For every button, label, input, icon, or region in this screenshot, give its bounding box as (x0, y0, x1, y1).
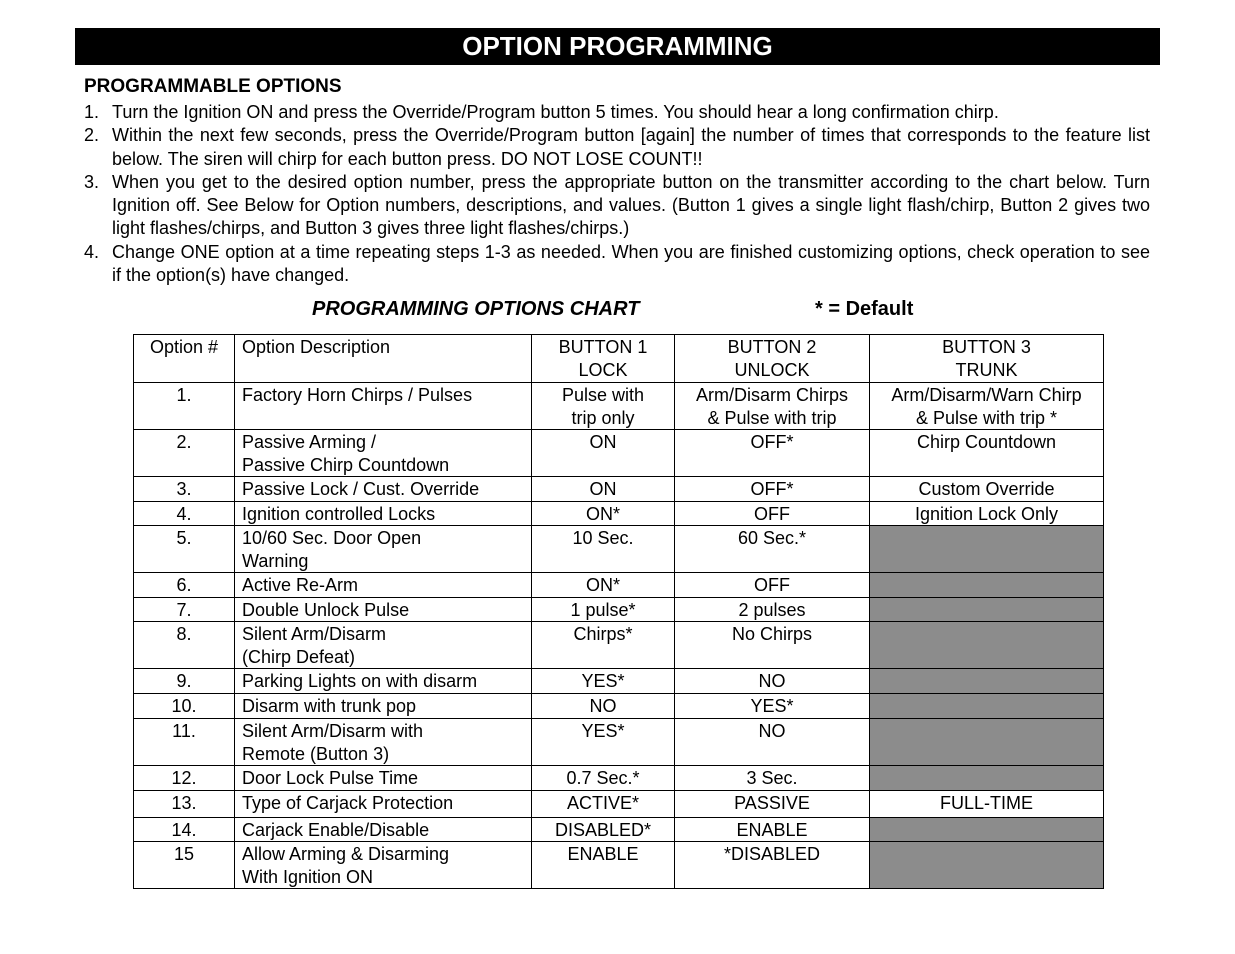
cell-text: Chirps* (573, 624, 633, 644)
button-2-value-cell (675, 719, 870, 766)
button-2-value-cell (675, 597, 870, 622)
cell-text: Silent Arm/Disarm (242, 624, 387, 644)
button-3-unavailable-cell (870, 597, 1104, 622)
cell-text: Carjack Enable/Disable (242, 819, 430, 840)
step-text: Turn the Ignition ON and press the Override/Program button 5 times. You should hear a long confirmation chirp. (112, 102, 999, 122)
table-row (134, 842, 1104, 889)
button-3-unavailable-cell (870, 622, 1104, 669)
button-2-value-cell (675, 694, 870, 719)
button-1-value-cell (532, 694, 675, 719)
button-2-value-cell (675, 817, 870, 842)
chart-title: PROGRAMMING OPTIONS CHART (312, 298, 640, 320)
cell-text: NO (589, 696, 617, 716)
button-1-value-cell (532, 597, 675, 622)
option-number-cell (134, 622, 235, 669)
cell-text: Ignition Lock Only (914, 503, 1059, 524)
cell-text: UNLOCK (734, 359, 810, 380)
button-2-value-cell (675, 669, 870, 694)
cell-text: PASSIVE (734, 792, 810, 813)
button-3-value-cell (870, 383, 1104, 430)
option-number-cell (134, 817, 235, 842)
cell-text: Option Description (242, 337, 391, 357)
option-description-cell (235, 622, 532, 669)
cell-text: 60 Sec.* (737, 528, 807, 548)
option-description-cell (235, 501, 532, 526)
cell-text: YES* (750, 696, 794, 716)
option-description-cell (235, 383, 532, 430)
button-1-value-cell (532, 477, 675, 502)
option-description-cell (235, 790, 532, 817)
header-button-1 (532, 335, 675, 383)
cell-text: Custom Override (918, 479, 1055, 499)
header-button-3 (870, 335, 1104, 383)
page-title-banner (75, 28, 1160, 65)
option-number-cell (134, 383, 235, 430)
option-number-cell (134, 526, 235, 573)
option-number-cell (134, 790, 235, 817)
button-1-value-cell (532, 669, 675, 694)
cell-text: ACTIVE* (566, 792, 640, 813)
button-1-value-cell (532, 526, 675, 573)
button-2-value-cell (675, 790, 870, 817)
cell-text: 14. (171, 819, 197, 840)
cell-text: trip only (571, 407, 635, 428)
header-option-number (134, 335, 235, 383)
option-description-cell (235, 597, 532, 622)
option-description-cell (235, 526, 532, 573)
option-number-cell (134, 766, 235, 791)
cell-text: Factory Horn Chirps / Pulses (242, 385, 473, 405)
table-row (134, 622, 1104, 669)
option-description-cell (235, 766, 532, 791)
step-4 (84, 241, 1150, 288)
table-row (134, 573, 1104, 598)
cell-text: Door Lock Pulse Time (242, 768, 419, 788)
programming-options-table (133, 334, 1104, 889)
option-description-cell (235, 842, 532, 889)
button-1-value-cell (532, 430, 675, 477)
cell-text: 10 Sec. (572, 528, 634, 548)
option-number-cell (134, 597, 235, 622)
cell-text: Double Unlock Pulse (242, 599, 410, 620)
cell-text: TRUNK (955, 359, 1018, 380)
option-description-cell (235, 719, 532, 766)
cell-text: 11. (172, 721, 196, 741)
button-2-value-cell (675, 766, 870, 791)
cell-text: 4. (176, 503, 192, 524)
button-1-value-cell (532, 622, 675, 669)
option-description-cell (235, 573, 532, 598)
button-2-value-cell (675, 430, 870, 477)
cell-text: 12. (171, 768, 197, 788)
cell-text: Chirp Countdown (916, 432, 1057, 452)
step-2 (84, 124, 1150, 171)
button-1-value-cell (532, 842, 675, 889)
cell-text: ENABLE (736, 819, 808, 840)
cell-text: Allow Arming & Disarming (242, 844, 450, 864)
cell-text: YES* (581, 671, 625, 691)
button-3-unavailable-cell (870, 719, 1104, 766)
cell-text: Passive Arming / (242, 432, 377, 452)
button-3-unavailable-cell (870, 817, 1104, 842)
table-row (134, 597, 1104, 622)
button-2-value-cell (675, 526, 870, 573)
table-row (134, 766, 1104, 791)
option-number-cell (134, 719, 235, 766)
step-number: 3. (84, 171, 100, 192)
cell-text: 3 Sec. (746, 768, 798, 788)
cell-text: Ignition controlled Locks (242, 503, 436, 524)
option-number-cell (134, 477, 235, 502)
button-1-value-cell (532, 719, 675, 766)
table-row (134, 526, 1104, 573)
section-heading: PROGRAMMABLE OPTIONS (84, 76, 342, 97)
cell-text: No Chirps (731, 624, 813, 644)
step-text: When you get to the desired option number, press the appropriate button on the transmitter according to the chart below. Turn Ignition off. See Below for Option numbers, descriptions, and values. (Button 1 gives a single light flash/chirp, Button 2 gives two light flashes/chirps, and Button 3 gives three light flashes/chirps.) (112, 171, 1150, 239)
cell-text: 13. (171, 792, 197, 813)
cell-text: ON (589, 479, 617, 499)
cell-text: BUTTON 3 (942, 337, 1031, 357)
table-row (134, 430, 1104, 477)
cell-text: YES* (581, 721, 625, 741)
button-1-value-cell (532, 383, 675, 430)
cell-text: With Ignition ON (242, 866, 374, 887)
header-option-description (235, 335, 532, 383)
cell-text: 10. (171, 696, 197, 716)
instruction-steps (84, 101, 1150, 287)
button-1-value-cell (532, 766, 675, 791)
button-3-unavailable-cell (870, 694, 1104, 719)
cell-text: Active Re-Arm (242, 575, 359, 595)
cell-text: Passive Chirp Countdown (242, 454, 450, 475)
cell-text: *DISABLED (723, 844, 821, 864)
cell-text: Warning (242, 550, 309, 571)
cell-text: & Pulse with trip (707, 407, 837, 428)
step-number: 1. (84, 102, 100, 122)
option-number-cell (134, 694, 235, 719)
option-number-cell (134, 501, 235, 526)
option-number-cell (134, 669, 235, 694)
option-description-cell (235, 817, 532, 842)
header-button-2 (675, 335, 870, 383)
table-row (134, 383, 1104, 430)
button-2-value-cell (675, 501, 870, 526)
cell-text: 5. (176, 528, 192, 548)
cell-text: BUTTON 2 (727, 337, 817, 357)
cell-text: OFF* (750, 432, 794, 452)
cell-text: 1. (176, 385, 192, 405)
cell-text: OFF (754, 575, 790, 595)
cell-text: 9. (176, 671, 192, 691)
cell-text: LOCK (578, 359, 628, 380)
cell-text: Type of Carjack Protection (242, 792, 454, 813)
button-1-value-cell (532, 573, 675, 598)
table-row (134, 477, 1104, 502)
button-3-unavailable-cell (870, 766, 1104, 791)
option-description-cell (235, 669, 532, 694)
step-text: Within the next few seconds, press the Override/Program button [again] the number of times that corresponds to the feature list below. The siren will chirp for each button press. DO NOT LOSE COUNT!! (112, 125, 1150, 169)
button-1-value-cell (532, 790, 675, 817)
cell-text: Remote (Button 3) (242, 743, 390, 764)
button-3-unavailable-cell (870, 842, 1104, 889)
button-2-value-cell (675, 383, 870, 430)
page-title: OPTION PROGRAMMING (462, 31, 773, 61)
table-row (134, 669, 1104, 694)
step-1 (84, 101, 1150, 124)
cell-text: ON* (585, 503, 620, 524)
default-legend-note: * = Default (815, 298, 914, 320)
button-2-value-cell (675, 842, 870, 889)
table-row (134, 719, 1104, 766)
cell-text: Arm/Disarm/Warn Chirp (891, 385, 1082, 405)
cell-text: 8. (176, 624, 192, 644)
cell-text: 0.7 Sec.* (566, 768, 640, 788)
step-number: 2. (84, 125, 100, 146)
cell-text: 2. (176, 432, 192, 452)
button-3-value-cell (870, 430, 1104, 477)
cell-text: Disarm with trunk pop (242, 696, 417, 716)
cell-text: 7. (176, 599, 192, 620)
table-row (134, 790, 1104, 817)
cell-text: & Pulse with trip * (915, 407, 1058, 428)
cell-text: BUTTON 1 (558, 337, 648, 357)
button-3-unavailable-cell (870, 526, 1104, 573)
button-2-value-cell (675, 477, 870, 502)
cell-text: OFF* (750, 479, 794, 499)
table-row (134, 694, 1104, 719)
cell-text: Parking Lights on with disarm (242, 671, 478, 691)
option-number-cell (134, 842, 235, 889)
cell-text: NO (758, 721, 786, 741)
table-header-row (134, 335, 1104, 383)
cell-text: ENABLE (567, 844, 639, 864)
cell-text: Arm/Disarm Chirps (695, 385, 848, 405)
cell-text: FULL-TIME (939, 792, 1033, 813)
option-description-cell (235, 477, 532, 502)
button-1-value-cell (532, 501, 675, 526)
cell-text: Option # (149, 337, 219, 357)
cell-text: 6. (176, 575, 192, 595)
cell-text: 15 (173, 844, 195, 864)
cell-text: ON* (585, 575, 620, 595)
cell-text: ON (589, 432, 617, 452)
option-number-cell (134, 573, 235, 598)
option-number-cell (134, 430, 235, 477)
cell-text: DISABLED* (554, 819, 652, 840)
step-text: Change ONE option at a time repeating steps 1-3 as needed. When you are finished customizing options, check operation to see if the option(s) have changed. (112, 241, 1150, 286)
cell-text: OFF (754, 503, 790, 524)
cell-text: (Chirp Defeat) (242, 646, 356, 667)
button-3-value-cell (870, 501, 1104, 526)
cell-text: 1 pulse* (570, 599, 636, 620)
step-3 (84, 171, 1150, 241)
cell-text: Passive Lock / Cust. Override (242, 479, 480, 499)
option-description-cell (235, 694, 532, 719)
button-2-value-cell (675, 573, 870, 598)
button-3-value-cell (870, 790, 1104, 817)
cell-text: 3. (176, 479, 192, 499)
cell-text: 2 pulses (738, 599, 806, 620)
button-2-value-cell (675, 622, 870, 669)
button-1-value-cell (532, 817, 675, 842)
button-3-unavailable-cell (870, 669, 1104, 694)
cell-text: NO (758, 671, 786, 691)
cell-text: Pulse with (561, 385, 645, 405)
cell-text: Silent Arm/Disarm with (242, 721, 424, 741)
button-3-value-cell (870, 477, 1104, 502)
button-3-unavailable-cell (870, 573, 1104, 598)
table-body (134, 335, 1104, 889)
option-description-cell (235, 430, 532, 477)
table-row (134, 817, 1104, 842)
step-number: 4. (84, 241, 100, 262)
table-row (134, 501, 1104, 526)
cell-text: 10/60 Sec. Door Open (242, 528, 422, 548)
